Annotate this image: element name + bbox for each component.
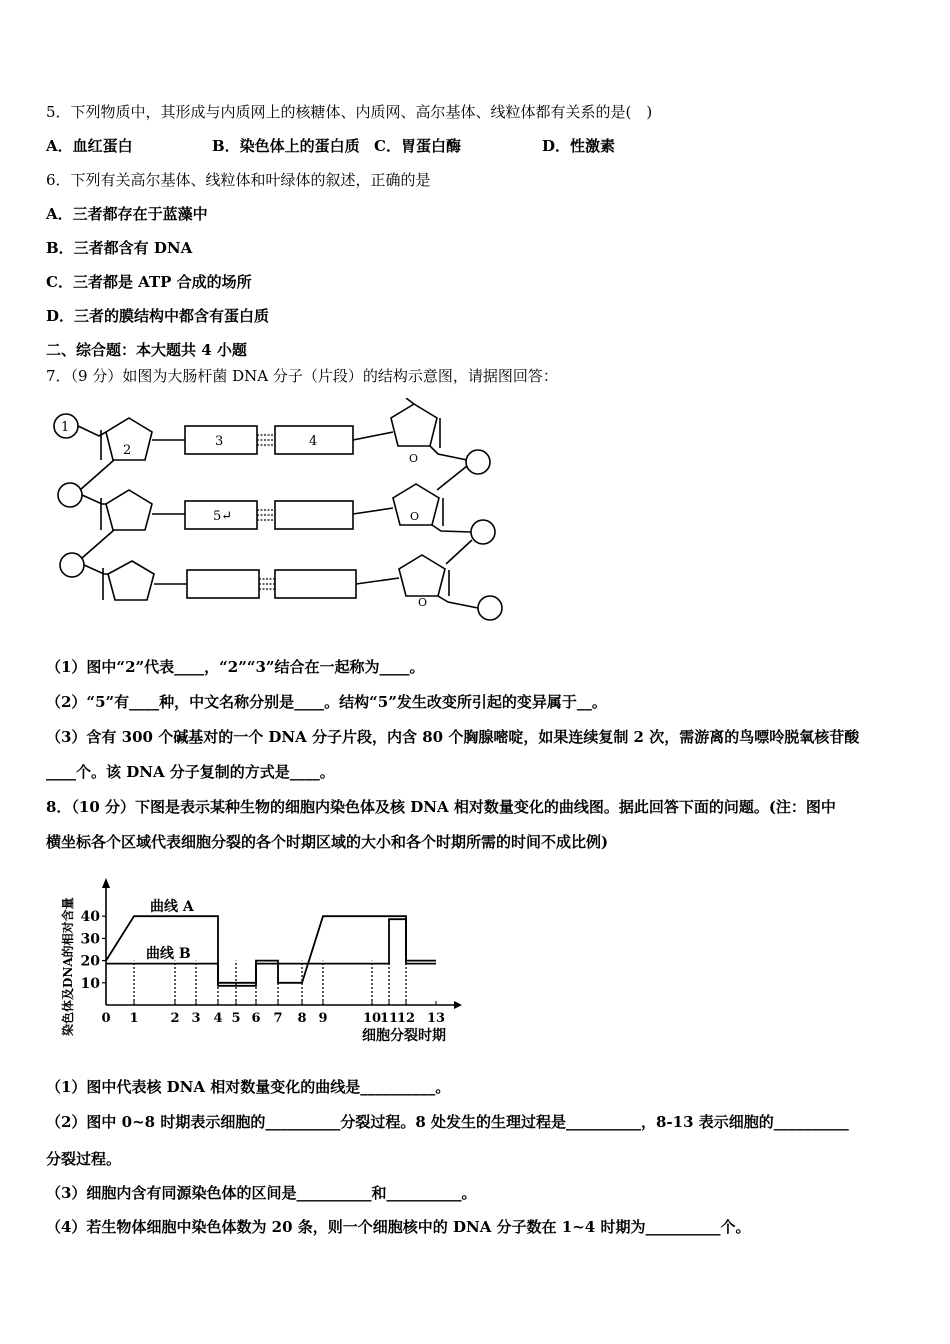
x-tick-label: 0 [101,1011,111,1026]
x-tick-label: 10 [362,1011,382,1026]
phosphate-circle [478,596,502,620]
series-label-b: 曲线 B [146,946,191,962]
x-tick-label: 8 [297,1011,307,1026]
x-tick-label: 11 [379,1011,399,1026]
label-1: 1 [61,420,70,435]
x-tick-label: 13 [426,1011,446,1026]
phosphate-circle [60,553,84,577]
q8-sub1: （1）图中代表核 DNA 相对数量变化的曲线是__________。 [46,1078,451,1096]
q6-option-a[interactable]: A．三者都存在于蓝藻中 [46,205,208,223]
q7-sub3b: ____个。该 DNA 分子复制的方式是____。 [46,763,335,781]
phosphate-circle [466,450,490,474]
y-axis-arrow [102,878,110,888]
q6-option-d[interactable]: D．三者的膜结构中都含有蛋白质 [46,307,270,325]
q8-stem-b: 横坐标各个区域代表细胞分裂的各个时期区域的大小和各个时期所需的时间不成比例) [46,833,609,851]
x-tick-label: 6 [251,1011,261,1026]
deoxyribose-pentagon [108,561,154,600]
sugar-o-label: O [410,510,420,523]
base-rect [187,570,259,598]
q7-sub3a: （3）含有 300 个碱基对的一个 DNA 分子片段，内含 80 个胸腺嘧啶，如果连续复制 2 次，需游离的鸟嘌呤脱氧核苷酸 [46,728,860,746]
phosphate-circle [58,483,82,507]
x-axis-arrow [454,1001,462,1009]
sugar-o-label: O [418,596,428,609]
q7-stem: 7．（9 分）如图为大肠杆菌 DNA 分子（片段）的结构示意图，请据图回答： [46,367,558,385]
sugar-o-label: O [409,452,419,465]
label-2: 2 [123,443,132,458]
q5-option-c[interactable]: C．胃蛋白酶 [374,137,461,155]
y-tick-label: 30 [80,931,100,948]
q6-stem: 6．下列有关高尔基体、线粒体和叶绿体的叙述，正确的是 [46,171,431,189]
y-axis-label: 染色体及DNA的相对含量 [61,897,75,1036]
x-tick-label: 2 [170,1011,180,1026]
q5-option-a[interactable]: A．血红蛋白 [46,137,133,155]
x-axis-label: 细胞分裂时期 [362,1028,446,1044]
label-3: 3 [215,434,224,449]
base-rect [275,570,356,598]
section-heading: 二、综合题：本大题共 4 小题 [46,341,247,359]
y-tick-label: 20 [80,953,100,970]
y-tick-label: 10 [80,975,100,992]
x-tick-label: 1 [129,1011,139,1026]
label-5: 5↵ [213,509,233,524]
series-label-a: 曲线 A [150,899,194,915]
q7-sub2: （2）“5”有____种，中文名称分别是____。结构“5”发生改变所引起的变异属于__。 [46,693,607,711]
x-tick-label: 9 [318,1011,328,1026]
q7-sub1: （1）图中“2”代表____，“2”“3”结合在一起称为____。 [46,658,425,676]
base-rect [275,501,353,529]
deoxyribose-pentagon [391,404,437,446]
q5-stem: 5．下列物质中，其形成与内质网上的核糖体、内质网、高尔基体、线粒体都有关系的是( ) [46,103,653,121]
q6-option-c[interactable]: C．三者都是 ATP 合成的场所 [46,273,252,291]
x-tick-label: 4 [213,1011,223,1026]
deoxyribose-pentagon [399,555,445,596]
x-tick-label: 5 [231,1011,241,1026]
x-tick-label: 3 [191,1011,201,1026]
x-tick-label: 7 [273,1011,283,1026]
deoxyribose-pentagon [106,490,152,530]
q8-sub2a: （2）图中 0~8 时期表示细胞的__________分裂过程。8 处发生的生理过程是__________，8-13 表示细胞的__________ [46,1113,849,1131]
q8-sub2b: 分裂过程。 [46,1150,122,1168]
label-4: 4 [309,434,318,449]
q5-option-b[interactable]: B．染色体上的蛋白质 [212,137,360,155]
chromosome-dna-chart [46,872,476,1050]
y-tick-label: 40 [80,909,100,926]
q6-option-b[interactable]: B．三者都含有 DNA [46,239,193,257]
phosphate-circle [471,520,495,544]
q8-stem-a: 8．（10 分）下图是表示某种生物的细胞内染色体及核 DNA 相对数量变化的曲线图。据此回答下面的问题。(注：图中 [46,798,836,816]
x-tick-label: 12 [396,1011,416,1026]
dna-structure-figure [44,398,514,630]
q8-sub3: （3）细胞内含有同源染色体的区间是__________和__________。 [46,1184,477,1202]
q5-option-d[interactable]: D．性激素 [542,137,616,155]
q8-sub4: （4）若生物体细胞中染色体数为 20 条，则一个细胞核中的 DNA 分子数在 1~4 时期为__________个。 [46,1218,751,1236]
